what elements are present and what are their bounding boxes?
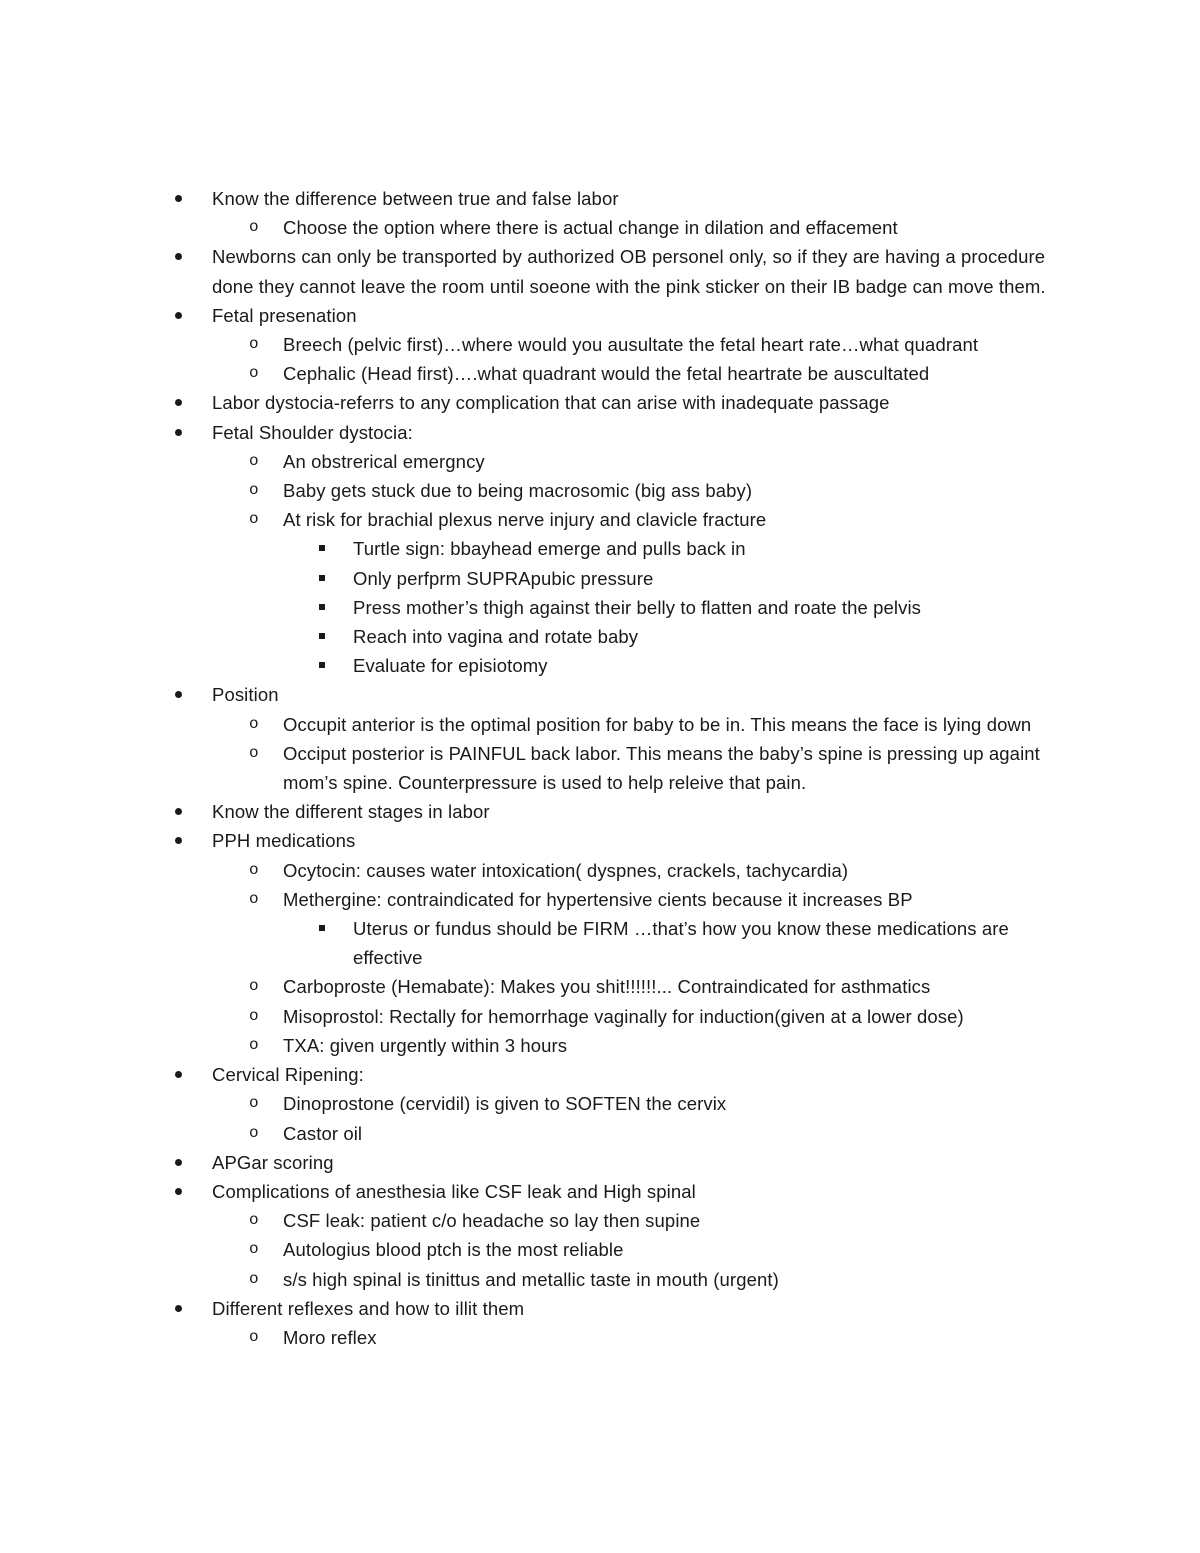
list-item-text: Moro reflex [283, 1326, 377, 1348]
bullet-list [0, 184, 1200, 1352]
list-item [0, 505, 1043, 534]
list-item-text: TXA: given urgently within 3 hours [283, 1034, 568, 1056]
list-item-text: s/s high spinal is tinittus and metallic taste in mouth (urgent) [283, 1268, 779, 1290]
list-item-text: Castor oil [283, 1122, 363, 1144]
list-item [0, 242, 1052, 300]
circle-bullet-icon: o [249, 860, 259, 879]
list-item [0, 1206, 1043, 1235]
list-item [0, 564, 1053, 593]
list-item [0, 1177, 1052, 1206]
circle-bullet-icon: o [249, 977, 259, 996]
list-item [0, 710, 1043, 739]
list-item [0, 1148, 1052, 1177]
list-item-text: Autologius blood ptch is the most reliable [283, 1239, 624, 1261]
list-item [0, 651, 1053, 680]
list-item-text: Press mother’s thigh against their belly to flatten and roate the pelvis [353, 596, 921, 618]
circle-bullet-icon: o [249, 714, 259, 733]
list-item [0, 476, 1043, 505]
list-item [0, 184, 1052, 213]
list-item-text: Reach into vagina and rotate baby [353, 626, 639, 648]
list-item-text: Carboproste (Hemabate): Makes you shit!!!!!!... Contraindicated for asthmatics [283, 976, 931, 998]
list-item-text: Dinoprostone (cervidil) is given to SOFTEN the cervix [283, 1093, 727, 1115]
list-item [0, 622, 1053, 651]
circle-bullet-icon: o [249, 1269, 259, 1288]
list-item-text: Turtle sign: bbayhead emerge and pulls back in [353, 538, 746, 560]
list-item-text: Methergine: contraindicated for hypertensive cients because it increases BP [283, 888, 913, 910]
circle-bullet-icon: o [249, 1211, 259, 1230]
list-item [0, 1235, 1043, 1264]
list-item [0, 1323, 1043, 1352]
list-item-text: CSF leak: patient c/o headache so lay then supine [283, 1210, 701, 1232]
list-item [0, 418, 1052, 447]
list-item-text: Know the different stages in labor [212, 801, 490, 823]
list-item [0, 797, 1052, 826]
list-item [0, 1265, 1043, 1294]
list-item-text: Breech (pelvic first)…where would you ausultate the fetal heart rate…what quadrant [283, 334, 979, 356]
list-item-text: APGar scoring [212, 1151, 334, 1173]
circle-bullet-icon: o [249, 1035, 259, 1054]
list-item [0, 593, 1053, 622]
list-item-text: Cephalic (Head first)….what quadrant would the fetal heartrate be auscultated [283, 363, 930, 385]
list-item-text: Evaluate for episiotomy [353, 655, 548, 677]
list-item-text: Misoprostol: Rectally for hemorrhage vaginally for induction(given at a lower dose) [283, 1005, 964, 1027]
list-item-text: Ocytocin: causes water intoxication( dyspnes, crackels, tachycardia) [283, 859, 849, 881]
circle-bullet-icon: o [249, 889, 259, 908]
list-item-text: Know the difference between true and false labor [212, 188, 619, 209]
list-item [0, 1294, 1052, 1323]
list-item-text: Only perfprm SUPRApubic pressure [353, 567, 654, 589]
circle-bullet-icon: o [249, 1123, 259, 1142]
list-item-text: Occupit anterior is the optimal position for baby to be in. This means the face is lying down [283, 713, 1032, 735]
list-item-text: Complications of anesthesia like CSF leak and High spinal [212, 1180, 696, 1202]
list-item [0, 447, 1043, 476]
list-item [0, 972, 1043, 1001]
list-item [0, 885, 1043, 914]
circle-bullet-icon: o [249, 481, 259, 500]
list-item [0, 1060, 1052, 1089]
list-item [0, 1002, 1043, 1031]
circle-bullet-icon: o [249, 743, 259, 762]
circle-bullet-icon: o [249, 510, 259, 529]
list-item [0, 1119, 1043, 1148]
list-item [0, 213, 1043, 242]
list-item [0, 388, 1052, 417]
list-item-text: Choose the option where there is actual change in dilation and effacement [283, 217, 898, 239]
circle-bullet-icon: o [249, 451, 259, 470]
list-item-text: Position [212, 684, 279, 706]
list-item-text: At risk for brachial plexus nerve injury and clavicle fracture [283, 509, 767, 531]
circle-bullet-icon: o [249, 1240, 259, 1259]
list-item [0, 856, 1043, 885]
list-item [0, 359, 1043, 388]
list-item [0, 330, 1043, 359]
circle-bullet-icon: o [249, 1094, 259, 1113]
list-item-text: Uterus or fundus should be FIRM …that’s how you know these medications are effective [353, 918, 1009, 969]
list-item-text: Cervical Ripening: [212, 1064, 364, 1086]
circle-bullet-icon: o [249, 1006, 259, 1025]
list-item-text: Newborns can only be transported by authorized OB personel only, so if they are having a procedure done they cannot leave the room until soeone with the pink sticker on their IB badge can move them. [212, 246, 1046, 297]
list-item [0, 739, 1043, 797]
list-item [0, 680, 1052, 709]
list-item-text: Fetal presenation [212, 304, 357, 326]
circle-bullet-icon: o [249, 1327, 259, 1346]
list-item-text: PPH medications [212, 830, 356, 852]
list-item [0, 914, 1053, 972]
list-item [0, 826, 1052, 855]
list-item-text: Labor dystocia-referrs to any complication that can arise with inadequate passage [212, 392, 890, 414]
circle-bullet-icon: o [249, 218, 259, 237]
list-item [0, 1031, 1043, 1060]
list-item-text: Occiput posterior is PAINFUL back labor. This means the baby’s spine is pressing up againt mom’s spine. Counterpressure is used to help releive that pain. [283, 742, 1040, 794]
list-item [0, 301, 1052, 330]
list-item [0, 534, 1053, 563]
circle-bullet-icon: o [249, 335, 259, 354]
list-item-text: An obstrerical emergncy [283, 450, 485, 472]
list-item-text: Baby gets stuck due to being macrosomic (big ass baby) [283, 480, 753, 502]
circle-bullet-icon: o [249, 364, 259, 383]
list-item [0, 1089, 1043, 1118]
list-item-text: Different reflexes and how to illit them [212, 1297, 525, 1319]
list-item-text: Fetal Shoulder dystocia: [212, 421, 413, 443]
